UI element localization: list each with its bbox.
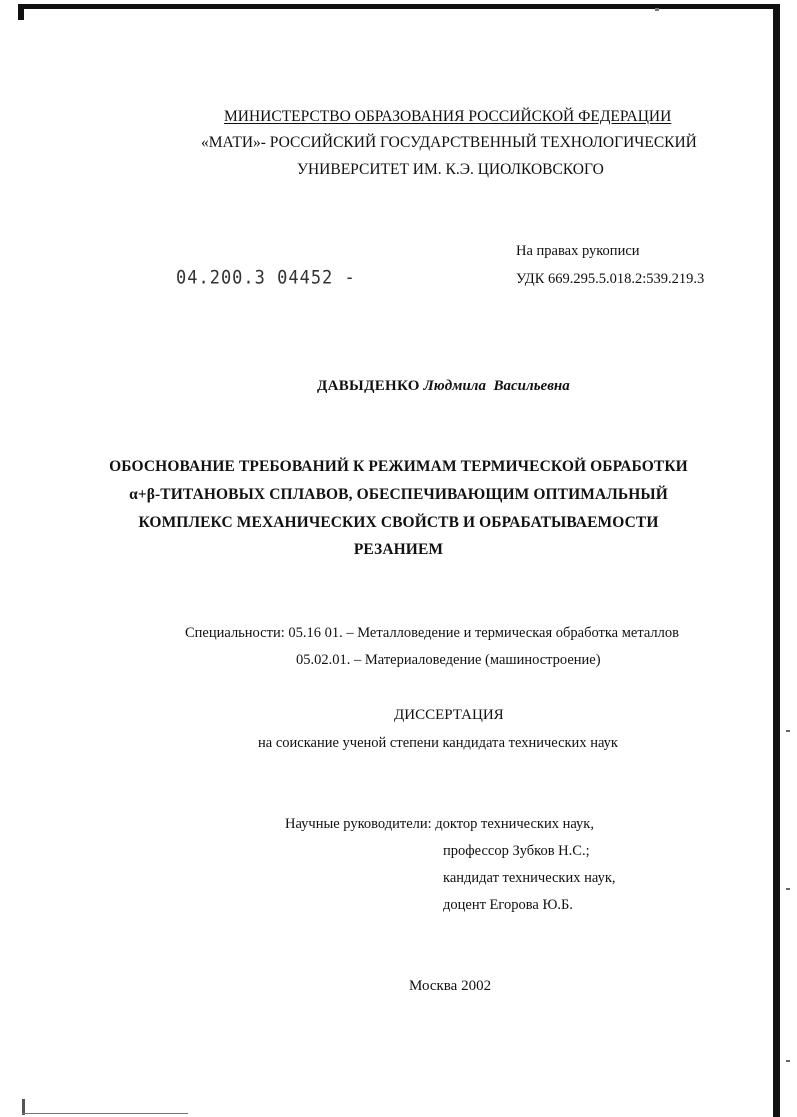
thesis-title-line2: α+β-ТИТАНОВЫХ СПЛАВОВ, ОБЕСПЕЧИВАЮЩИМ ОПТИМАЛЬНЫЙ bbox=[129, 486, 668, 503]
author-surname: ДАВЫДЕНКО bbox=[317, 378, 420, 394]
document-type: ДИССЕРТАЦИЯ bbox=[394, 707, 504, 723]
supervisors-line2: профессор Зубков Н.С.; bbox=[443, 843, 590, 859]
supervisors-line3: кандидат технических наук, bbox=[443, 870, 616, 886]
author-name bbox=[317, 377, 570, 395]
specialties-line1: Специальности: 05.16 01. – Металловедение и термическая обработка металлов bbox=[185, 625, 679, 641]
supervisors-line1: Научные руководители: доктор технических наук, bbox=[285, 816, 594, 832]
scan-speck bbox=[655, 8, 659, 11]
scan-border-corner bbox=[18, 4, 24, 20]
place-year: Москва 2002 bbox=[409, 978, 492, 994]
thesis-title-line1: ОБОСНОВАНИЕ ТРЕБОВАНИЙ К РЕЖИМАМ ТЕРМИЧЕСКОЙ ОБРАБОТКИ bbox=[109, 458, 688, 475]
manuscript-rights: На правах рукописи bbox=[516, 243, 640, 259]
udk-code: УДК 669.295.5.018.2:539.219.3 bbox=[516, 271, 705, 287]
author-given-names: Людмила Васильевна bbox=[423, 378, 570, 394]
degree-line: на соискание ученой степени кандидата технических наук bbox=[258, 735, 618, 751]
scan-border-right bbox=[773, 4, 780, 1117]
scan-border-top bbox=[18, 4, 776, 9]
ministry-heading: МИНИСТЕРСТВО ОБРАЗОВАНИЯ РОССИЙСКОЙ ФЕДЕРАЦИИ bbox=[224, 108, 672, 125]
university-name-line2: УНИВЕРСИТЕТ ИМ. К.Э. ЦИОЛКОВСКОГО bbox=[297, 161, 604, 178]
registration-stamp: 04.200.3 04452 - bbox=[176, 267, 356, 289]
scan-tick bbox=[786, 1060, 790, 1062]
specialties-line2: 05.02.01. – Материаловедение (машиностроение) bbox=[296, 652, 601, 668]
scan-line-bottom bbox=[22, 1113, 188, 1114]
thesis-title-line3: КОМПЛЕКС МЕХАНИЧЕСКИХ СВОЙСТВ И ОБРАБАТЫВАЕМОСТИ bbox=[138, 514, 659, 531]
thesis-title-line4: РЕЗАНИЕМ bbox=[353, 541, 444, 558]
scan-tick bbox=[786, 730, 790, 732]
scan-tick bbox=[786, 888, 790, 890]
university-name-line1: «МАТИ»- РОССИЙСКИЙ ГОСУДАРСТВЕННЫЙ ТЕХНОЛОГИЧЕСКИЙ bbox=[201, 134, 697, 151]
supervisors-line4: доцент Егорова Ю.Б. bbox=[443, 897, 573, 913]
